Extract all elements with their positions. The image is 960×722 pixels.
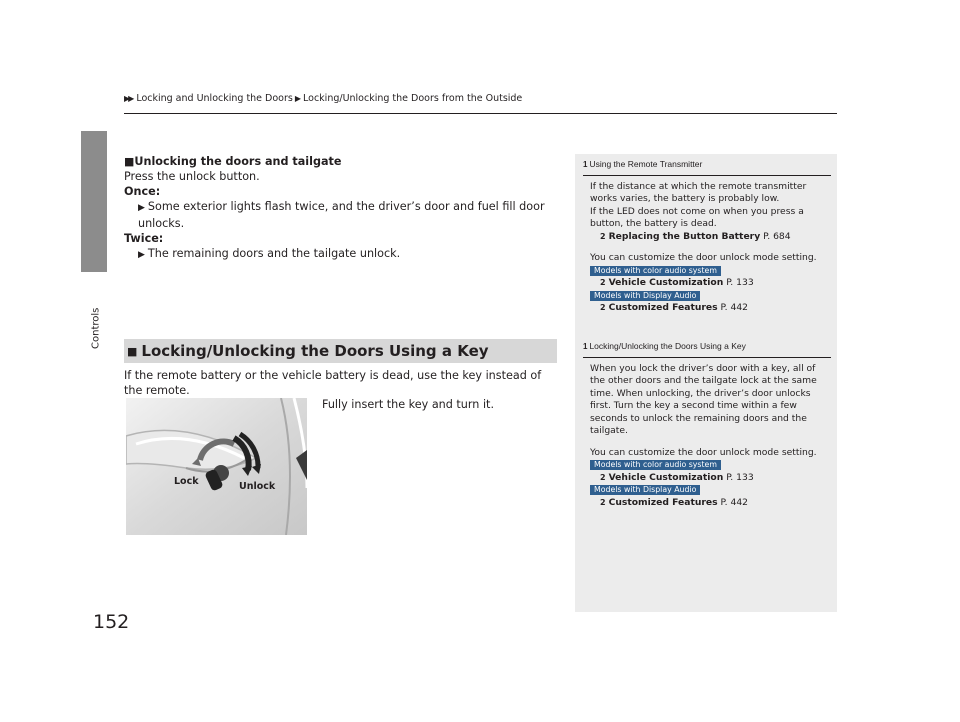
header-rule [124, 113, 837, 114]
twice-result: ▶ The remaining doors and the tailgate unlock. [138, 247, 401, 260]
unlock-label: Unlock [239, 481, 276, 492]
reference-arrow-icon: 2 [600, 303, 606, 312]
once-label: Once: [124, 185, 161, 198]
note-text: You can customize the door unlock mode setting. [590, 446, 817, 458]
note-text: If the distance at which the remote transmitter works varies, the battery is probably low. [590, 180, 807, 204]
model-badge: Models with color audio system [590, 266, 721, 276]
model-badge: Models with Display Audio [590, 291, 700, 301]
note-remote-transmitter [583, 158, 831, 315]
chapter-label: Controls [90, 307, 102, 349]
cross-reference[interactable]: 2 Customized Features P. 442 [600, 496, 749, 508]
square-bullet-icon: ■ [127, 344, 138, 358]
reference-arrow-icon: 2 [600, 231, 606, 241]
model-badge: Models with Display Audio [590, 485, 700, 495]
page-number: 152 [93, 611, 130, 633]
section-title: Locking/Unlocking the Doors Using a Key [141, 342, 489, 360]
cross-reference[interactable]: 2 Customized Features P. 442 [600, 302, 749, 313]
result-arrow-icon: ▶ [138, 250, 145, 260]
note-key-locking [583, 340, 831, 509]
note-title: 1 Locking/Unlocking the Doors Using a Key [583, 340, 831, 358]
lock-label: Lock [174, 476, 199, 487]
twice-label: Twice: [124, 232, 164, 245]
note-number-icon: 1 [583, 342, 588, 351]
cross-reference[interactable]: 2 Replacing the Button Battery P. 684 [600, 230, 791, 242]
result-arrow-icon: ▶ [138, 203, 145, 213]
key-instruction: Fully insert the key and turn it. [322, 398, 494, 411]
cross-reference[interactable]: 2 Vehicle Customization P. 133 [600, 277, 754, 288]
reference-arrow-icon: 2 [600, 472, 606, 482]
note-text: When you lock the driver’s door with a key, all of the other doors and the tailgate lock at the same time. When unlocking, the driver’s door unlocks first. Turn the key a second time within a few seconds to unlock the remaining doors and the tailgate. [590, 362, 817, 436]
once-result: ▶ Some exterior lights flash twice, and the driver’s door and fuel fill door unlocks. [138, 200, 545, 230]
breadcrumb-arrow-icon: ▶▶ [124, 94, 133, 103]
subheading: ■Unlocking the doors and tailgate [124, 155, 342, 168]
cross-reference[interactable]: 2 Vehicle Customization P. 133 [600, 471, 754, 483]
door-key-illustration [126, 398, 307, 535]
section-paragraph: If the remote battery or the vehicle battery is dead, use the key instead of the remote. [124, 369, 542, 397]
square-bullet-icon: ■ [124, 155, 135, 168]
reference-arrow-icon: 2 [600, 278, 606, 287]
note-text: You can customize the door unlock mode setting. [590, 252, 817, 263]
spacer [583, 438, 831, 447]
breadcrumb [124, 93, 522, 104]
breadcrumb-part-1[interactable]: Locking and Unlocking the Doors [136, 93, 293, 104]
model-badge: Models with color audio system [590, 460, 721, 470]
instruction-line: Press the unlock button. [124, 170, 260, 183]
breadcrumb-arrow-icon: ▶ [294, 94, 302, 103]
breadcrumb-part-2[interactable]: Locking/Unlocking the Doors from the Outside [303, 93, 523, 104]
reference-arrow-icon: 2 [600, 497, 606, 507]
door-handle-graphic [126, 398, 307, 535]
note-title: 1 Using the Remote Transmitter [583, 158, 831, 176]
note-number-icon: 1 [583, 160, 588, 169]
unlocking-content [124, 154, 564, 263]
section-heading-bar [124, 339, 557, 363]
spacer [583, 243, 831, 252]
note-text: If the LED does not come on when you press a button, the battery is dead. [590, 205, 804, 229]
chapter-tab [81, 131, 107, 272]
sidebar-notes [575, 154, 837, 612]
